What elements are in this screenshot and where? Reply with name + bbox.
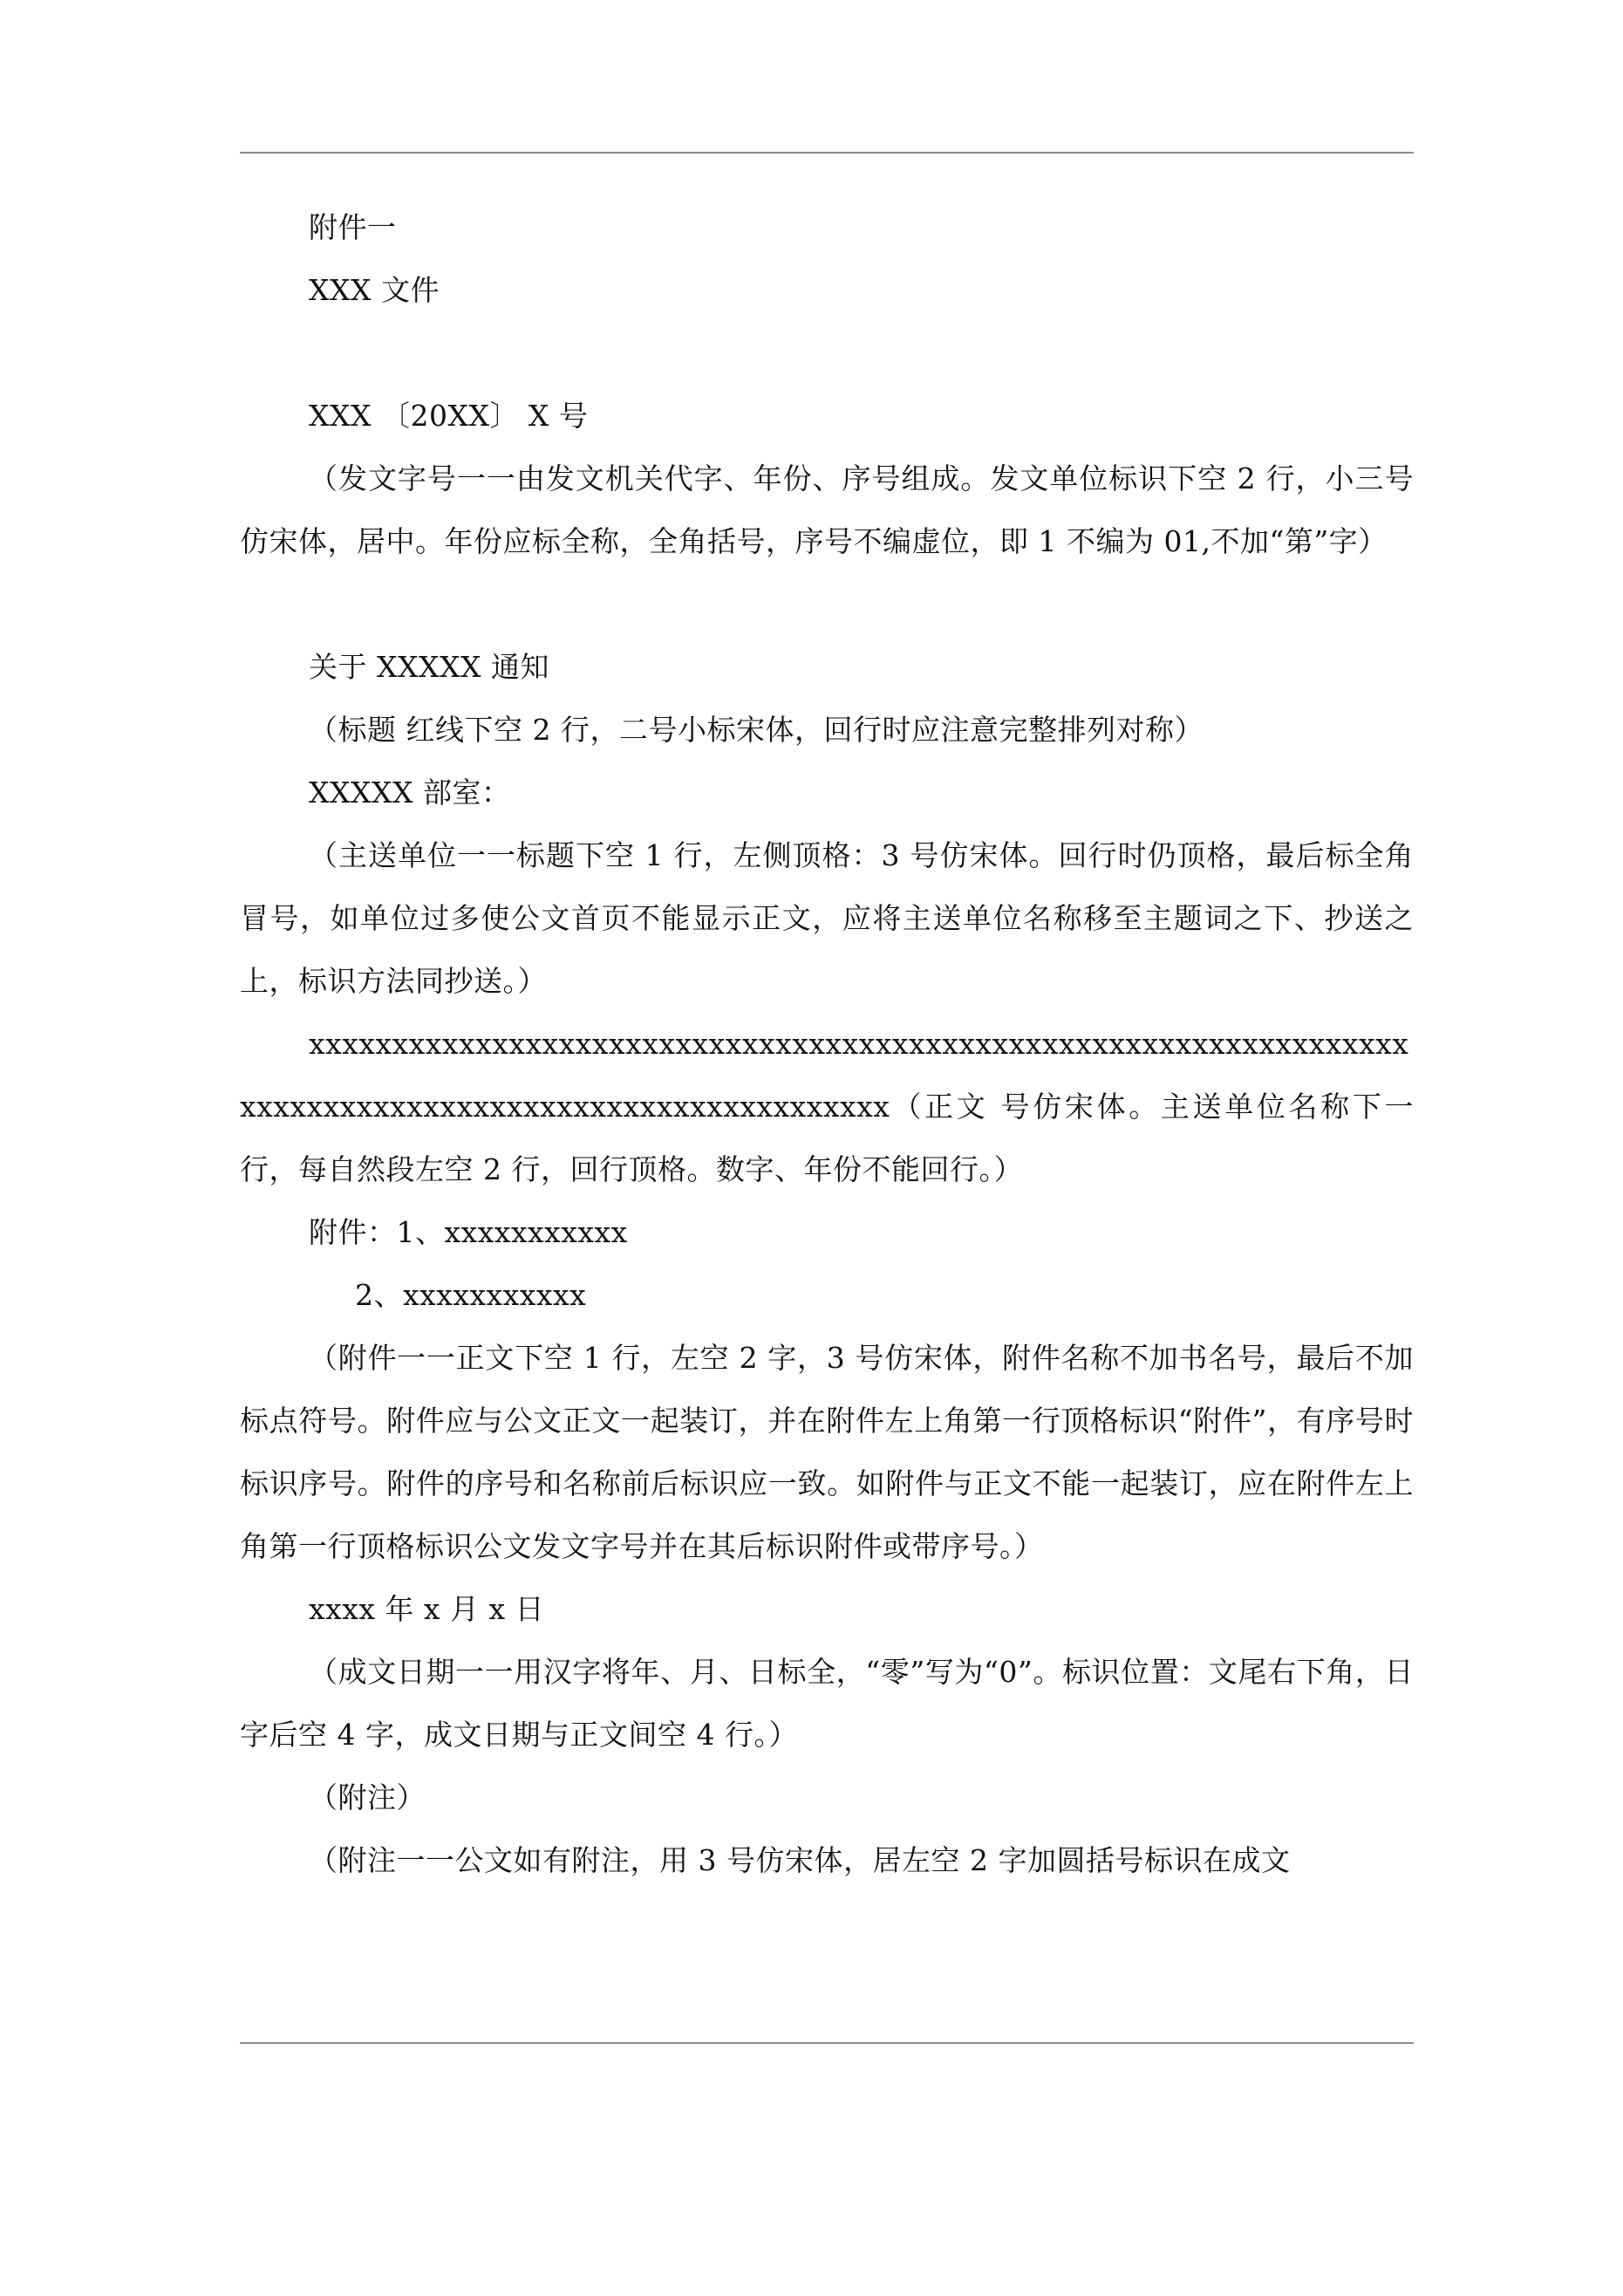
issue-date: xxxx 年 x 月 x 日 [309, 1592, 545, 1626]
doc-number: XXX 〔20XX〕 X 号 [309, 399, 589, 433]
attachment-item-2: 2、xxxxxxxxxxx [355, 1278, 587, 1312]
blank-line [240, 322, 1414, 385]
subject-note: （标题 红线下空 2 行，二号小标宋体，回行时应注意完整排列对称） [309, 713, 1204, 747]
attachment-item-1: 附件：1、xxxxxxxxxxx [309, 1215, 628, 1249]
date-note: （成文日期一一用汉字将年、月、日标全，“零”写为“0”。标识位置：文尾右下角，日字后空 4 字，成文日期与正文间空 4 行。） [240, 1655, 1414, 1752]
attachment-note: （附件一一正文下空 1 行，左空 2 字，3 号仿宋体，附件名称不加书名号，最后不加标点符号。附件应与公文正文一起装订，并在附件左上角第一行顶格标识“附件”，有序号时标识序号。附件的序号和名称前后标识应一致。如附件与正文不能一起装订，应在附件左上角第一行顶格标识公文发文字号并在其后标识附件或带序号。） [240, 1341, 1414, 1563]
recipient: XXXXX 部室： [309, 776, 511, 810]
annotation-note: （附注一一公文如有附注，用 3 号仿宋体，居左空 2 字加圆括号标识在成文 [309, 1843, 1291, 1877]
bottom-rule [240, 2042, 1414, 2044]
annotation-heading: （附注） [309, 1780, 426, 1814]
doc-number-note: （发文字号一一由发文机关代字、年份、序号组成。发文单位标识下空 2 行，小三号仿宋体，居中。年份应标全称，全角括号，序号不编虚位，即 1 不编为 01,不加“第”字） [240, 461, 1414, 558]
file-title: XXX 文件 [309, 273, 440, 307]
attachment-heading: 附件一 [309, 210, 397, 244]
body-paragraph: xxxxxxxxxxxxxxxxxxxxxxxxxxxxxxxxxxxxxxxxxxxxxxxxxxxxxxxxxxxxxxxxxxxxxxxxxxxxxxxxxxxxxxxxxxxxxxxxxxxxxxxxx（正文 号仿宋体。主送单位名称下一行，每自然段左空 2 行，回行顶格。数字、年份不能回行。） [240, 1027, 1414, 1186]
blank-line [240, 573, 1414, 636]
document-body [240, 196, 1414, 1892]
recipient-note: （主送单位一一标题下空 1 行，左侧顶格：3 号仿宋体。回行时仍顶格，最后标全角冒号，如单位过多使公文首页不能显示正文，应将主送单位名称移至主题词之下、抄送之上，标识方法同抄送。） [240, 838, 1414, 998]
top-rule [240, 152, 1414, 154]
subject-title: 关于 XXXXX 通知 [309, 650, 549, 684]
